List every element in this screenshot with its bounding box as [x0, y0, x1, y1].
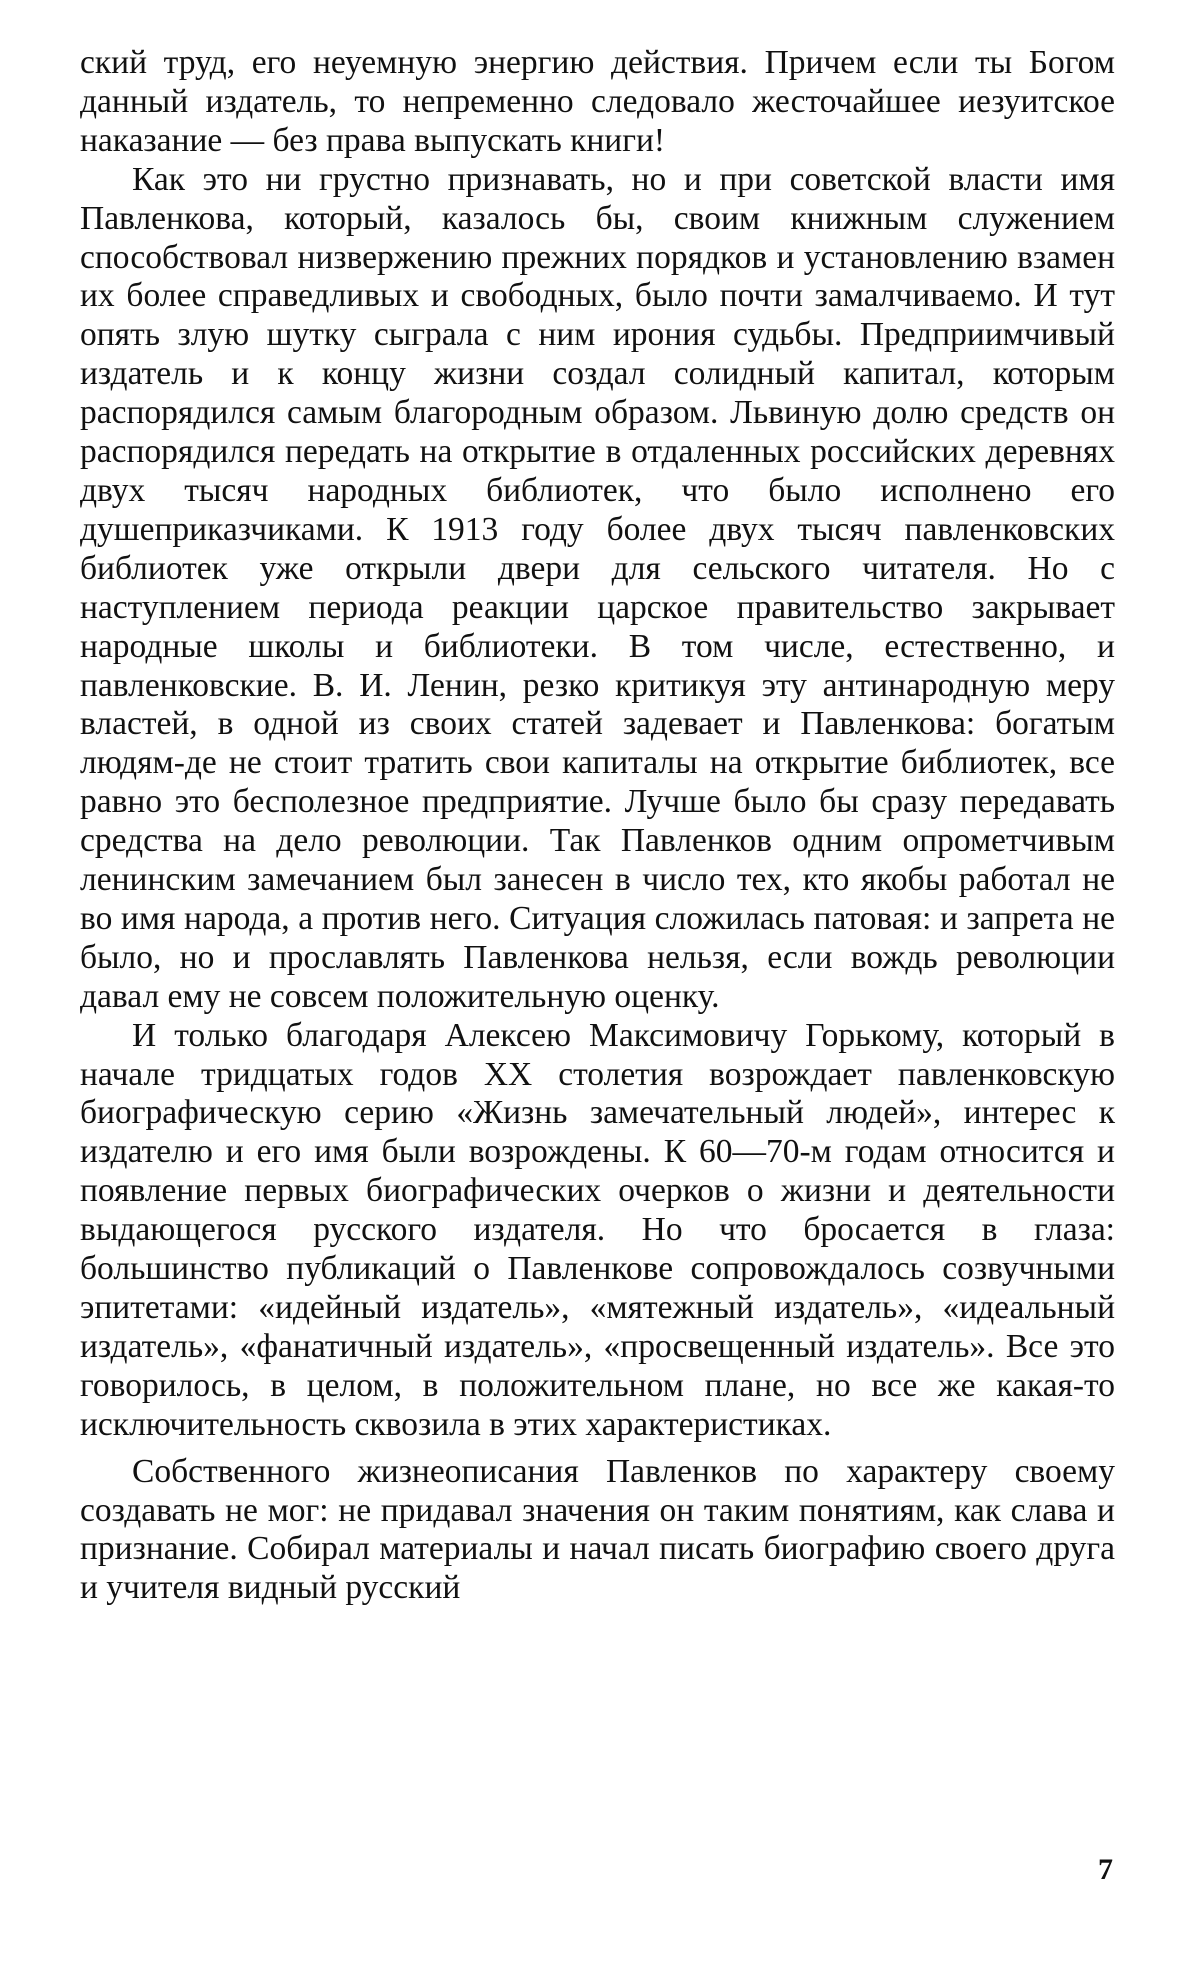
paragraph-pavlenkov-soviet-era: Как это ни грустно признавать, но и при советской власти имя Павленкова, который, казалось бы, своим книжным служением способствовал низвержению прежних порядков и установлению взамен их более справедливых и свободных, было почти замалчиваемо. И тут опять злую шутку сыграла с ним ирония судьбы. Предприимчивый издатель и к концу жизни создал солидный капитал, которым распорядился самым благородным образом. Львиную долю средств он распорядился передать на открытие в отдаленных российских деревнях двух тысяч народных библиотек, что было исполнено его душеприказчиками. К 1913 году более двух тысяч павленковских библиотек уже открыли двери для сельского читателя. Но с наступлением периода реакции царское правительство закрывает народные школы и библиотеки. В том числе, естественно, и павленковские. В. И. Ленин, резко критикуя эту антинародную меру властей, в одной из своих статей задевает и Павленкова: богатым людям-де не стоит тратить свои капиталы на открытие библиотек, все равно это бесполезное предприятие. Лучше было бы сразу передавать средства на дело революции. Так Павленков одним опрометчивым ленинским замечанием был занесен в число тех, кто якобы работал не во имя народа, а против него. Ситуация сложилась патовая: и запрета не было, но и прославлять Павленкова нельзя, если вождь революции давал ему не совсем положительную оценку. — [80, 160, 1115, 1015]
book-page-body — [80, 44, 1115, 1924]
paragraph-biography: Собственного жизнеописания Павленков по характеру своему создавать не мог: не придавал значения он таким понятиям, как слава и признание. Собирал материалы и начал писать биографию своего друга и учителя видный русский — [80, 1452, 1115, 1607]
paragraph-gorky-revival: И только благодаря Алексею Максимовичу Горькому, который в начале тридцатых годов XX столетия возрождает павленковскую биографическую серию «Жизнь замечательный людей», интерес к издателю и его имя были возрождены. К 60—70-м годам относится и появление первых биографических очерков о жизни и деятельности выдающегося русского издателя. Но что бросается в глаза: большинство публикаций о Павленкове сопровождалось созвучными эпитетами: «идейный издатель», «мятежный издатель», «идеальный издатель», «фанатичный издатель», «просвещенный издатель». Все это говорилось, в целом, в положительном плане, но все же какая-то исключительность сквозила в этих характеристиках. — [80, 1016, 1115, 1443]
page-number: 7 — [1098, 1853, 1113, 1886]
paragraph-continuation: ский труд, его неуемную энергию действия. Причем если ты Богом данный издатель, то непременно следовало жесточайшее иезуитское наказание — без права выпускать книги! — [80, 44, 1115, 159]
